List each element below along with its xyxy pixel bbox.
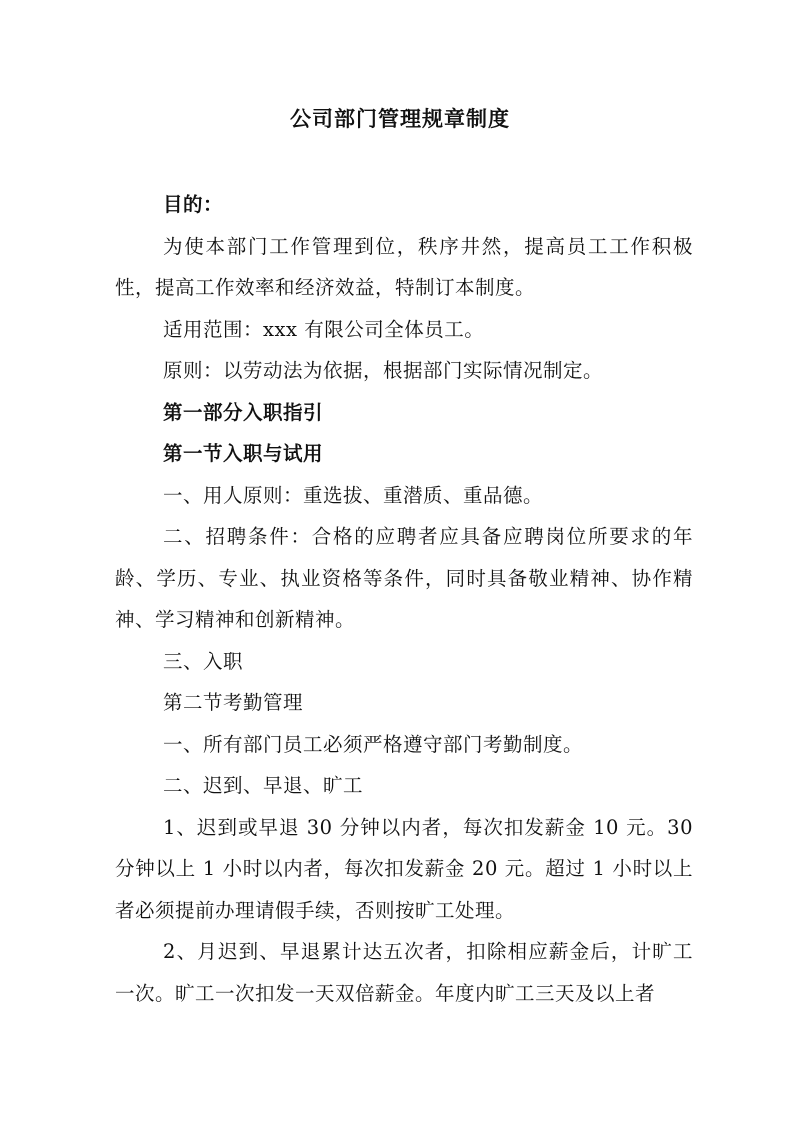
paragraph-late-early-absent: 二、迟到、早退、旷工 <box>163 774 364 797</box>
document-body <box>115 184 693 1014</box>
section-heading-chapter-two: 第二节考勤管理 <box>163 691 304 714</box>
section-heading-part-one: 第一部分入职指引 <box>163 400 324 424</box>
paragraph-late-penalty: 1、迟到或早退 30 分钟以内者，每次扣发薪金 10 元。30 分钟以上 1 小时以内者，每次扣发薪金 20 元。超过 1 小时以上者必须提前办理请假手续，否则按旷工处理。 <box>115 815 693 922</box>
paragraph-monthly-late: 2、月迟到、早退累计达五次者，扣除相应薪金后，计旷工一次。旷工一次扣发一天双倍薪金。年度内旷工三天及以上者 <box>115 940 693 1005</box>
paragraph-scope: 适用范围：xxx 有限公司全体员工。 <box>163 317 485 341</box>
paragraph-purpose: 为使本部门工作管理到位，秩序井然，提高员工工作积极性，提高工作效率和经济效益，特制订本制度。 <box>115 234 693 299</box>
paragraph-principle: 原则：以劳动法为依据，根据部门实际情况制定。 <box>163 359 604 382</box>
section-heading-chapter-one: 第一节入职与试用 <box>163 442 324 465</box>
document-title: 公司部门管理规章制度 <box>290 106 510 131</box>
paragraph-purpose-heading: 目的： <box>163 193 224 216</box>
paragraph-hiring-principle: 一、用人原则：重选拔、重潜质、重品德。 <box>163 483 544 507</box>
paragraph-onboarding: 三、入职 <box>163 649 244 673</box>
paragraph-attendance-rule: 一、所有部门员工必须严格遵守部门考勤制度。 <box>163 732 584 756</box>
paragraph-hiring-conditions: 二、招聘条件：合格的应聘者应具备应聘岗位所要求的年龄、学历、专业、执业资格等条件，同时具备敬业精神、协作精神、学习精神和创新精神。 <box>115 525 693 631</box>
